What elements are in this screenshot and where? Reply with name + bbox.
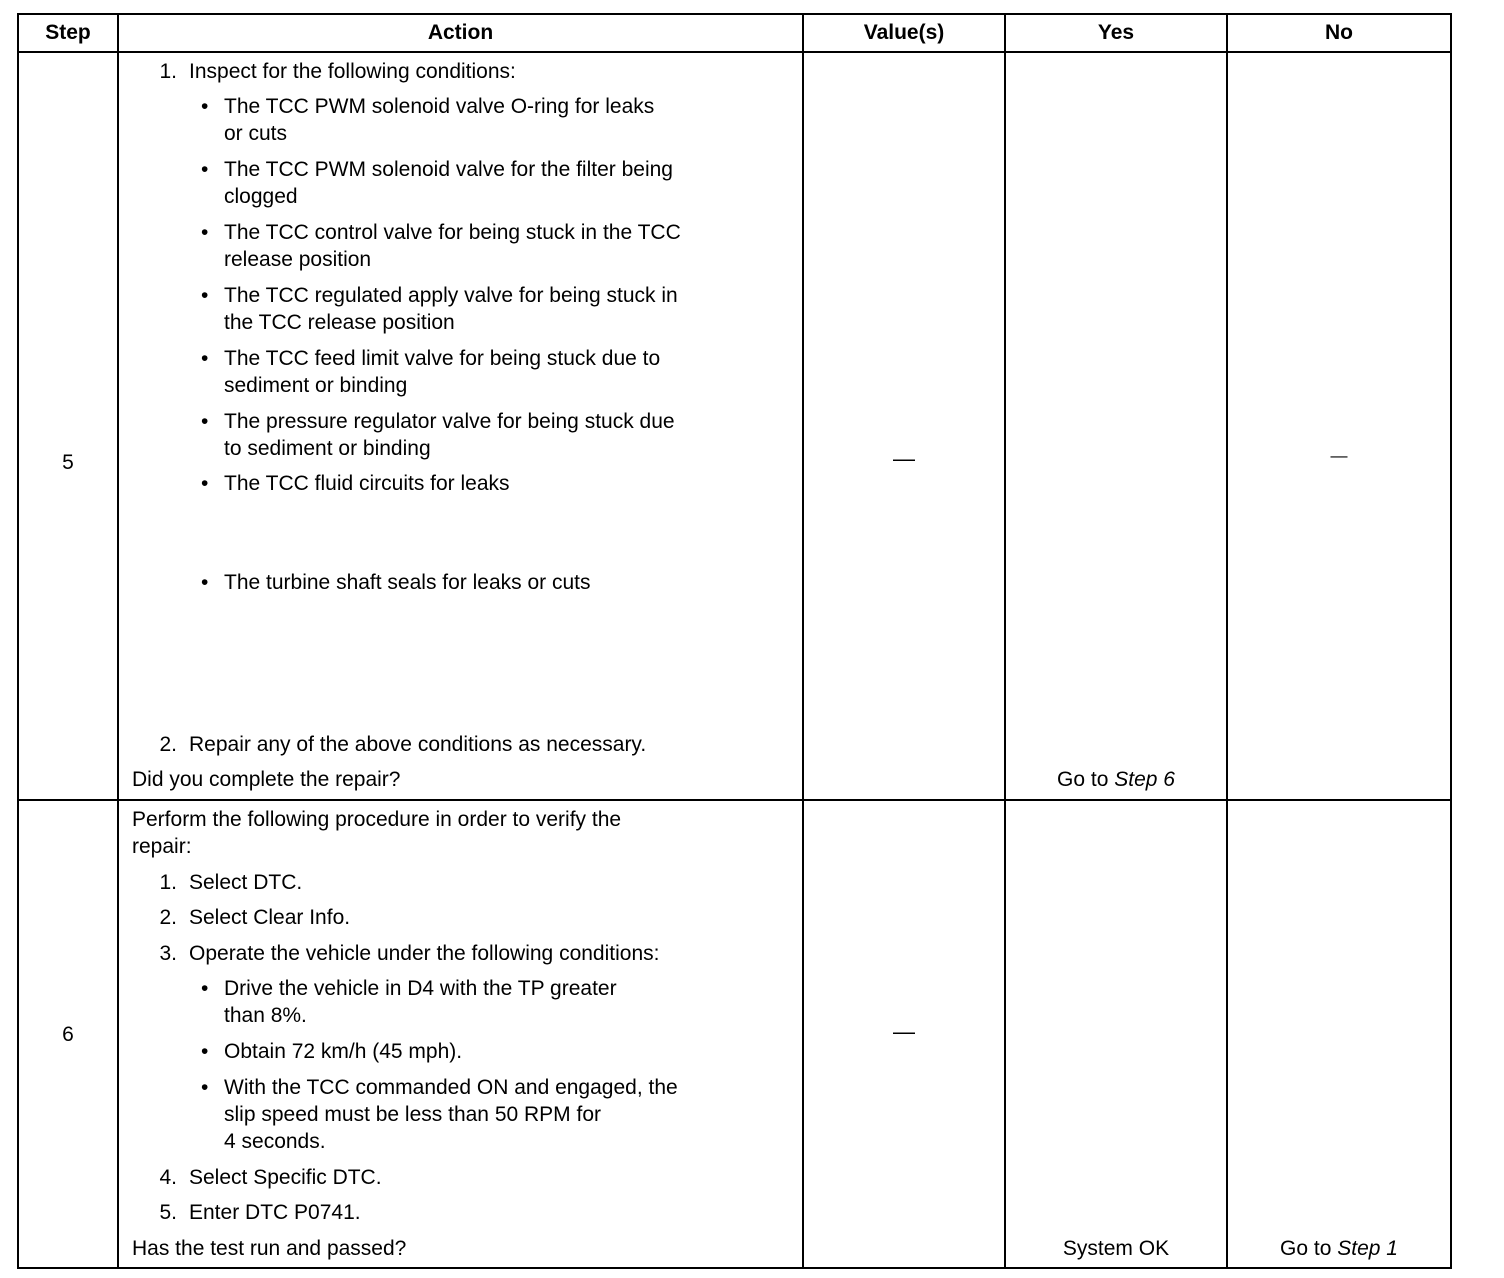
bullet-text: the TCC release position <box>224 311 455 334</box>
intro-text: Perform the following procedure in order to verify the <box>132 808 622 831</box>
yes-cell <box>1005 800 1227 1268</box>
bullet-text: release position <box>224 248 372 271</box>
bullet-text: than 8%. <box>224 1004 307 1027</box>
table-row-step-5 <box>18 52 1451 800</box>
list-item-text: Operate the vehicle under the following conditions: <box>189 942 660 965</box>
intro-text: repair: <box>132 835 192 858</box>
bullet-text: The pressure regulator valve for being stuck due <box>224 410 675 433</box>
yes-result: System OK <box>1062 1237 1170 1260</box>
list-number: 3. <box>159 942 177 965</box>
value-dash: — <box>893 1019 915 1044</box>
bullet-text: 4 seconds. <box>224 1130 326 1153</box>
bullet-text: The TCC PWM solenoid valve for the filter being <box>224 158 673 181</box>
bullet-text: clogged <box>224 185 298 208</box>
no-dash: — <box>1330 446 1348 465</box>
no-cell <box>1227 800 1451 1268</box>
no-cell <box>1227 52 1451 800</box>
header-action: Action <box>118 14 803 52</box>
bullet-icon: • <box>201 472 209 495</box>
action-cell <box>118 800 803 1268</box>
bullet-icon: • <box>201 977 209 1000</box>
values-cell <box>803 52 1005 800</box>
action-cell <box>118 52 803 800</box>
bullet-icon: • <box>201 1040 209 1063</box>
bullet-text: With the TCC commanded ON and engaged, the <box>224 1076 678 1099</box>
step-cell <box>18 800 118 1268</box>
bullet-icon: • <box>201 347 209 370</box>
bullet-text: The TCC control valve for being stuck in the TCC <box>224 221 681 244</box>
bullet-text: or cuts <box>224 122 288 145</box>
bullet-text: The TCC regulated apply valve for being stuck in <box>224 284 678 307</box>
bullet-icon: • <box>201 571 209 594</box>
list-item-text: Select Clear Info. <box>189 906 351 929</box>
no-prefix: Go to <box>1280 1237 1338 1260</box>
bullet-text: Obtain 72 km/h (45 mph). <box>224 1040 463 1063</box>
list-item-text: Select DTC. <box>189 871 303 894</box>
bullet-text: slip speed must be less than 50 RPM for <box>224 1103 602 1126</box>
header-yes: Yes <box>1005 14 1227 52</box>
values-cell <box>803 800 1005 1268</box>
step-number: 5 <box>62 451 74 474</box>
diagnostic-table <box>17 13 1452 1269</box>
yes-link[interactable] <box>1006 766 1226 793</box>
bullet-text: The TCC fluid circuits for leaks <box>224 472 510 495</box>
no-link[interactable] <box>1228 1235 1450 1262</box>
bullet-icon: • <box>201 95 209 118</box>
bullet-icon: • <box>201 1076 209 1099</box>
bullet-text: The turbine shaft seals for leaks or cuts <box>224 571 591 594</box>
bullet-icon: • <box>201 158 209 181</box>
header-values: Value(s) <box>803 14 1005 52</box>
list-number: 2. <box>159 906 177 929</box>
bullet-text: The TCC feed limit valve for being stuck due to <box>224 347 661 370</box>
bullet-icon: • <box>201 410 209 433</box>
list-number: 1. <box>159 60 177 83</box>
step-number: 6 <box>62 1023 74 1046</box>
no-step-ref: Step 1 <box>1337 1237 1398 1260</box>
list-number: 2. <box>159 733 177 756</box>
list-number: 1. <box>159 871 177 894</box>
bullet-text: The TCC PWM solenoid valve O-ring for leaks <box>224 95 655 118</box>
list-item-text: Enter DTC P0741. <box>189 1201 361 1224</box>
step-cell <box>18 52 118 800</box>
bullet-text: Drive the vehicle in D4 with the TP greater <box>224 977 617 1000</box>
bullet-icon: • <box>201 221 209 244</box>
bullet-text: sediment or binding <box>224 374 408 397</box>
yes-prefix: Go to <box>1057 768 1115 791</box>
header-row <box>18 14 1451 52</box>
table-row-step-6 <box>18 800 1451 1268</box>
list-item-text: Inspect for the following conditions: <box>189 60 516 83</box>
header-no: No <box>1227 14 1451 52</box>
yes-cell <box>1005 52 1227 800</box>
header-step: Step <box>18 14 118 52</box>
question-text: Did you complete the repair? <box>132 768 401 791</box>
list-item-text: Select Specific DTC. <box>189 1166 382 1189</box>
yes-step-ref: Step 6 <box>1114 768 1175 791</box>
list-number: 5. <box>159 1201 177 1224</box>
list-number: 4. <box>159 1166 177 1189</box>
question-text: Has the test run and passed? <box>132 1237 407 1260</box>
bullet-text: to sediment or binding <box>224 437 431 460</box>
list-item-text: Repair any of the above conditions as necessary. <box>189 733 647 756</box>
bullet-icon: • <box>201 284 209 307</box>
value-dash: — <box>893 446 915 471</box>
